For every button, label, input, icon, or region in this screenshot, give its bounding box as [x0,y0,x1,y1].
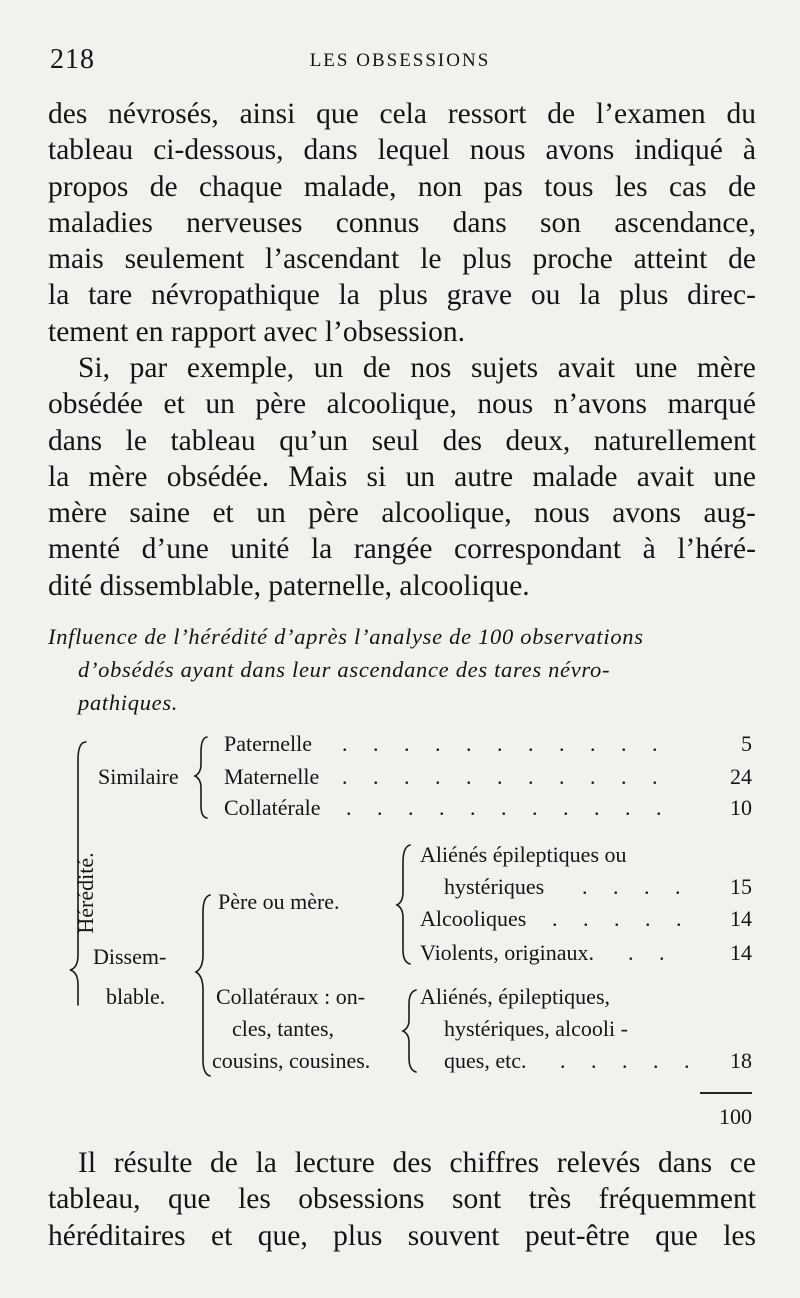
dot-leader: . . . . . . . . . . . [342,731,668,756]
text-line: Si, par exemple, un de nos sujets avait une mère [78,352,756,384]
running-title: LES OBSESSIONS [309,50,491,71]
row-label: hystériques [444,874,545,899]
page-number: 218 [50,44,95,75]
text-line: tableau ci-dessous, dans lequel nous avons indiqué à [48,134,756,167]
text-line: tableau, que les obsessions sont très fréquemment [48,1183,756,1216]
dissemblable-brace [196,895,210,1076]
collateraux-brace [403,990,416,1072]
collateraux-label: cousins, cousines. [212,1048,371,1073]
row-value: 15 [730,874,752,899]
dot-leader: . . . . . . . . . . . [342,764,668,789]
row-label: Violents, originaux. [420,940,595,965]
text-line: maladies nerveuses connus dans son ascendance, [48,206,756,239]
dot-leader: . . . . . [560,1048,700,1073]
dot-leader: . . . . . . . . . . . [346,795,672,820]
dot-leader: . . . . [582,874,691,899]
text-line: la mère obsédée. Mais si un autre malade avait une [48,460,756,493]
dissemblable-label: blable. [106,984,166,1009]
text-line: mais seulement l’ascendant le plus proche atteint de [48,243,756,276]
row-label: Alcooliques [420,906,527,931]
row-label: Maternelle [224,764,320,789]
row-value: 10 [730,795,752,820]
paragraph-3 [48,1145,756,1254]
row-label: hystériques, alcooli - [444,1016,628,1041]
text-line: propos de chaque malade, non pas tous les cas de [48,170,756,203]
sum-rule [700,1092,752,1094]
dissemblable-label: Dissem- [93,944,167,969]
row-value: 14 [730,906,752,931]
row-label: ques, etc. [444,1048,527,1073]
pere-mere-label: Père ou mère. [218,889,340,914]
dot-leader: . . [628,940,675,965]
row-value: 5 [741,731,752,756]
total-value: 100 [719,1104,752,1129]
text-line: la tare névropathique la plus grave ou la plus direc- [48,279,756,312]
row-label: Collatérale [224,795,321,820]
text-line: obsédée et un père alcoolique, nous n’avons marqué [48,388,756,421]
collateraux-label: cles, tantes, [232,1016,335,1041]
dot-leader: . . . . . [552,906,692,931]
row-label: Paternelle [224,731,312,756]
text-line: des névrosés, ainsi que cela ressort de l’examen du [48,98,756,130]
caption-line: d’obsédés ayant dans leur ascendance des tares névro- [78,657,611,682]
text-line: mère saine et un père alcoolique, nous avons aug- [48,497,756,530]
caption-line: pathiques. [78,690,179,715]
row-value: 18 [730,1048,752,1073]
pere-mere-brace [397,845,410,964]
heredite-label: Hérédité. [73,852,98,934]
text-line: dans le tableau qu’un seul des deux, naturellement [48,424,756,457]
row-value: 24 [730,764,752,789]
text-line: menté d’une unité la rangée correspondant à l’héré- [48,533,756,566]
row-label: Aliénés, épileptiques, [420,984,611,1009]
text-line: héréditaires et que, plus souvent peut-être que les [48,1219,756,1252]
row-value: 14 [730,940,752,965]
text-line: tement en rapport avec l’obsession. [48,315,465,348]
text-line: dité dissemblable, paternelle, alcoolique. [48,569,530,602]
similaire-label: Similaire [98,764,179,789]
text-line: Il résulte de la lecture des chiffres relevés dans ce [78,1147,756,1179]
row-label: Aliénés épileptiques ou [420,842,627,867]
similaire-brace [195,737,207,818]
collateraux-label: Collatéraux : on- [216,984,366,1009]
caption-line: Influence de l’hérédité d’après l’analyse de 100 observations [48,624,644,649]
